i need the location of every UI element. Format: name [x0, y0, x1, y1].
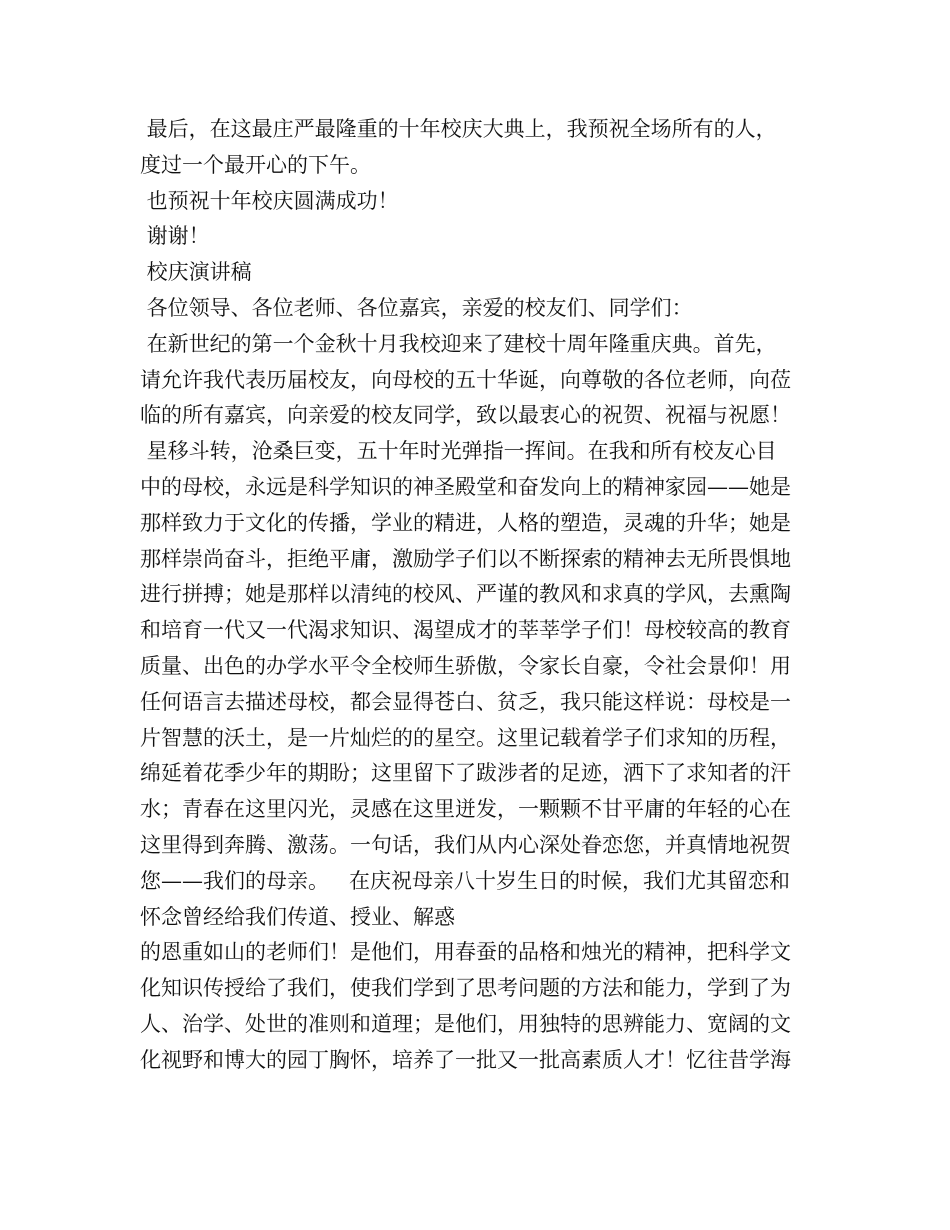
text-line: 那样崇尚奋斗，拒绝平庸，激励学子们以不断探索的精神去无所畏惧地	[140, 546, 791, 571]
salutation-line: 各位领导、各位老师、各位嘉宾，亲爱的校友们、同学们：	[140, 295, 693, 320]
text-line: 最后，在这最庄严最隆重的十年校庆大典上，我预祝全场所有的人，	[140, 117, 777, 141]
text-line: 水；青春在这里闪光，灵感在这里迸发，一颗颗不甘平庸的年轻的心在	[140, 797, 791, 822]
text-line: 和培育一代又一代渴求知识、渴望成才的莘莘学子们！母校较高的教育	[140, 618, 791, 643]
text-line: 度过一个最开心的下午。	[140, 152, 371, 177]
text-line: 化知识传授给了我们，使我们学到了思考问题的方法和能力，学到了为	[140, 976, 791, 1001]
text-line: 临的所有嘉宾，向亲爱的校友同学，致以最衷心的祝贺、祝福与祝愿！	[140, 403, 791, 428]
text-line: 中的母校，永远是科学知识的神圣殿堂和奋发向上的精神家园——她是	[140, 474, 791, 499]
text-line: 也预祝十年校庆圆满成功！	[140, 188, 399, 213]
section-title: 校庆演讲稿	[140, 260, 252, 285]
text-line: 片智慧的沃土，是一片灿烂的的星空。这里记载着学子们求知的历程，	[140, 725, 791, 750]
text-line: 化视野和博大的园丁胸怀，培养了一批又一批高素质人才！忆往昔学海	[140, 1047, 791, 1072]
text-line: 这里得到奔腾、激荡。一句话，我们从内心深处眷恋您，并真情地祝贺	[140, 832, 791, 857]
document-body	[140, 112, 820, 1079]
text-line: 任何语言去描述母校，都会显得苍白、贫乏，我只能这样说：母校是一	[140, 689, 791, 714]
text-line: 您——我们的母亲。 在庆祝母亲八十岁生日的时候，我们尤其留恋和	[140, 868, 791, 893]
text-line: 星移斗转，沧桑巨变，五十年时光弹指一挥间。在我和所有校友心目	[140, 439, 777, 464]
text-line: 绵延着花季少年的期盼；这里留下了跋涉者的足迹，洒下了求知者的汗	[140, 761, 791, 786]
text-line: 在新世纪的第一个金秋十月我校迎来了建校十周年隆重庆典。首先，	[140, 331, 777, 356]
text-line: 人、治学、处世的准则和道理；是他们，用独特的思辨能力、宽阔的文	[140, 1011, 791, 1036]
text-line: 进行拼搏；她是那样以清纯的校风、严谨的教风和求真的学风，去熏陶	[140, 582, 791, 607]
text-line: 的恩重如山的老师们！是他们，用春蚕的品格和烛光的精神，把科学文	[140, 940, 791, 965]
text-line: 质量、出色的办学水平令全校师生骄傲，令家长自豪，令社会景仰！用	[140, 653, 791, 678]
text-line: 那样致力于文化的传播，学业的精进，人格的塑造，灵魂的升华；她是	[140, 510, 791, 535]
text-line: 谢谢！	[140, 224, 210, 249]
text-line: 请允许我代表历届校友，向母校的五十华诞，向尊敬的各位老师，向莅	[140, 367, 791, 392]
text-line: 怀念曾经给我们传道、授业、解惑	[140, 904, 455, 929]
